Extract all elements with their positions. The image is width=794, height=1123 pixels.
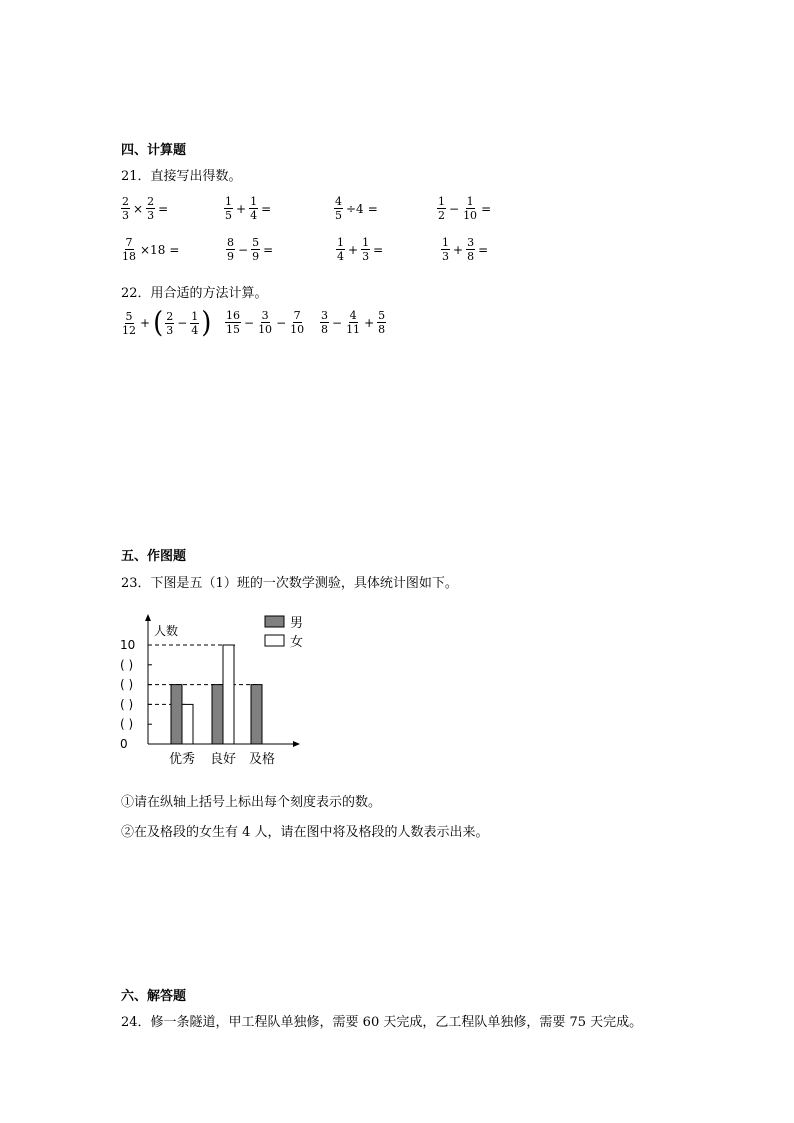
fraction: $\frac{7}{10}$ — [290, 309, 305, 336]
x-category-label: 及格 — [248, 752, 276, 767]
section-title-calculation: 四、计算题 — [121, 143, 187, 158]
question-22-stem: 22．用合适的方法计算。 — [121, 286, 268, 301]
legend-swatch — [265, 616, 284, 627]
q21-expression-6: $\frac{8}{9}$ − $\frac{5}{9}$ = — [227, 236, 274, 263]
fraction: $\frac{2}{3}$ — [122, 195, 129, 222]
y-axis-label: 人数 — [154, 624, 179, 638]
fraction: $\frac{1}{3}$ — [362, 236, 370, 263]
q21-expression-4: $\frac{1}{2}$ − $\frac{1}{10}$ = — [438, 195, 492, 222]
bar-male — [171, 685, 182, 744]
bar-chart — [110, 605, 310, 775]
fraction: $\frac{2}{3}$ — [166, 309, 174, 337]
x-category-label: 良好 — [209, 752, 237, 767]
fraction: $\frac{5}{9}$ — [252, 236, 260, 263]
q21-expression-5: $\frac{7}{18}$ ×18 = — [122, 236, 180, 263]
y-tick-label: 10 — [120, 638, 136, 652]
bar-male — [212, 685, 223, 744]
fraction: $\frac{2}{3}$ — [147, 195, 155, 222]
y-tick-label: ( ) — [120, 657, 134, 672]
fraction: $\frac{16}{15}$ — [226, 309, 240, 336]
fraction: $\frac{3}{8}$ — [321, 309, 328, 336]
y-axis-arrow — [145, 614, 151, 621]
x-category-label: 优秀 — [168, 752, 196, 767]
legend-label: 男 — [290, 616, 304, 631]
q21-expression-3: $\frac{4}{5}$ ÷4 = — [335, 195, 378, 222]
x-axis-arrow — [293, 741, 300, 747]
y-tick-label: ( ) — [120, 697, 134, 712]
question-23-part-2: ②在及格段的女生有 4 人，请在图中将及格段的人数表示出来。 — [121, 825, 489, 840]
fraction: $\frac{5}{12}$ — [122, 309, 136, 337]
fraction: $\frac{1}{4}$ — [191, 309, 199, 337]
q21-expression-1: $\frac{2}{3}$ × $\frac{2}{3}$ = — [122, 195, 169, 222]
fraction: $\frac{1}{4}$ — [250, 195, 258, 222]
section-title-drawing: 五、作图题 — [121, 549, 187, 564]
question-23-part-1: ①请在纵轴上括号上标出每个刻度表示的数。 — [121, 795, 382, 810]
legend-label: 女 — [290, 635, 304, 650]
q21-expression-8: $\frac{1}{3}$ + $\frac{3}{8}$ = — [442, 236, 489, 263]
fraction: $\frac{5}{8}$ — [378, 309, 386, 336]
bar-female — [223, 645, 234, 744]
fraction: $\frac{4}{11}$ — [346, 309, 361, 336]
fraction: $\frac{1}{4}$ — [337, 236, 344, 263]
y-tick-label: ( ) — [120, 717, 134, 732]
q22-expression-1: $\frac{5}{12}$ + ( $\frac{2}{3}$ − $\frac{1}{4}$ ) — [122, 306, 212, 340]
y-tick-label: 0 — [120, 737, 128, 751]
y-tick-label: ( ) — [120, 677, 134, 692]
fraction: $\frac{1}{2}$ — [438, 195, 445, 222]
section-title-word-problems: 六、解答题 — [121, 989, 187, 1004]
fraction: $\frac{8}{9}$ — [227, 236, 234, 263]
q22-expression-3: $\frac{3}{8}$ − $\frac{4}{11}$ + $\frac{5}{8}$ — [321, 309, 386, 336]
question-21-stem: 21．直接写出得数。 — [121, 169, 242, 184]
q22-expression-2: $\frac{16}{15}$ − $\frac{3}{10}$ − $\frac{7}{10}$ — [226, 309, 305, 336]
question-24-stem: 24．修一条隧道，甲工程队单独修，需要 60 天完成，乙工程队单独修，需要 75 天完成。 — [121, 1015, 643, 1030]
question-23-stem: 23．下图是五（1）班的一次数学测验，具体统计图如下。 — [121, 576, 458, 591]
fraction: $\frac{4}{5}$ — [335, 195, 342, 222]
q21-expression-2: $\frac{1}{5}$ + $\frac{1}{4}$ = — [225, 195, 272, 222]
bar-female — [182, 704, 193, 744]
bar-male — [251, 685, 262, 744]
fraction: $\frac{3}{8}$ — [467, 236, 475, 263]
fraction: $\frac{3}{10}$ — [258, 309, 273, 336]
q21-expression-7: $\frac{1}{4}$ + $\frac{1}{3}$ = — [337, 236, 384, 263]
fraction: $\frac{1}{5}$ — [225, 195, 232, 222]
fraction: $\frac{7}{18}$ — [122, 236, 136, 263]
fraction: $\frac{1}{10}$ — [463, 195, 478, 222]
fraction: $\frac{1}{3}$ — [442, 236, 449, 263]
legend-swatch — [265, 635, 284, 646]
